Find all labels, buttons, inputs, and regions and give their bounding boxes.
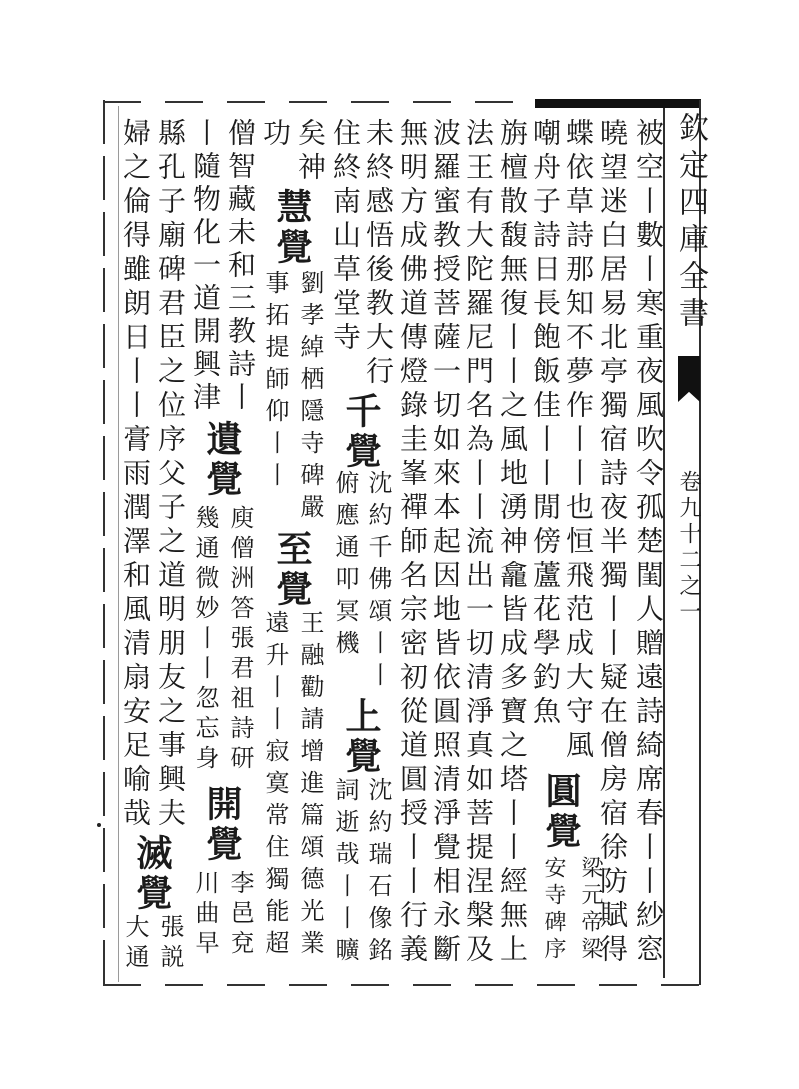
entry-note-left: 事拓提師仰丨丨 — [261, 270, 289, 494]
text-line-11: 矣神 — [294, 118, 327, 186]
entry-note-right: 張説 — [156, 914, 184, 974]
entry-headword: 至覺 — [271, 530, 313, 610]
entry-headword: 圓覺 — [540, 772, 582, 852]
entry-note-right: 沈約千佛頌丨丨 — [364, 470, 392, 694]
text-line-3: 蝶依草詩那知不夢作丨丨也恒飛范成大守風 — [562, 118, 595, 764]
entry-note-right: 王融勸請增進篇頌德光業 — [296, 610, 324, 962]
entry-note-left: 川曲早 — [191, 870, 219, 960]
entry-note-right: 劉孝綽栖隱寺碑嚴 — [296, 270, 324, 526]
entry-headword: 慧覺 — [271, 188, 313, 268]
text-line-13: 僧智藏未和三教詩丨 — [224, 118, 257, 415]
text-line-14: 丨隨物化一道開興津 — [189, 118, 222, 415]
entry-headword: 千覺 — [340, 392, 382, 472]
entry-note-right: 梁元帝梁 — [578, 856, 603, 964]
text-line-8: 無明方成佛道傳燈錄圭峯禪師名宗密初從道圓授丨丨行義 — [396, 118, 429, 968]
text-line-4: 嘲舟子詩日長飽飯佳丨丨閒傍蘆花學釣魚 — [529, 118, 562, 730]
margin-title: 欽定四庫全書 — [673, 112, 708, 334]
entry-note-right: 李邑兗 — [226, 870, 254, 960]
text-line-7: 波羅蜜教授菩薩一切如來本起因地皆依圓照清淨覺相永斷 — [429, 118, 462, 968]
text-line-15: 縣孔子廟碑君臣之位序父子之道明朋友之事興夫 — [154, 118, 187, 832]
entry-headword: 遺覺 — [201, 420, 243, 500]
entry-note-left: 詞逝哉丨丨曠 — [331, 777, 359, 969]
text-line-6: 法王有大陀羅尼門名為丨丨流出一切清淨真如菩提涅槃及 — [462, 118, 495, 968]
margin-volume: 卷九十二之一 — [676, 470, 701, 626]
page-border-left — [103, 100, 105, 986]
entry-note-left: 大通 — [121, 914, 149, 974]
entry-note-left: 幾通微妙丨丨忽忘身 — [191, 505, 219, 775]
text-line-5: 旃檀散馥無復丨丨之風地湧神龕皆成多寶之塔丨丨經無上 — [496, 118, 529, 968]
entry-headword: 滅覺 — [131, 834, 173, 914]
text-line-10: 住終南山草堂寺 — [329, 118, 362, 356]
entry-note-right: 庾僧洲答張君祖詩研 — [226, 505, 254, 775]
text-line-16: 婦之倫得雖朗日丨丨膏雨潤澤和風清扇安足喻哉 — [119, 118, 152, 832]
center-strip — [664, 104, 708, 979]
entry-note-left: 安寺碑序 — [541, 856, 566, 964]
text-line-9: 未終感悟後教大行 — [362, 118, 395, 390]
entry-note-right: 沈約瑞石像銘 — [364, 777, 392, 969]
ink-speck — [97, 823, 101, 827]
page-border-bottom — [103, 984, 701, 986]
text-line-2: 曉望迷白居易北亭獨宿詩夜半獨丨丨疑在僧房宿徐防賦得 — [596, 118, 629, 968]
fishtail-mark — [678, 356, 700, 402]
page-border-top — [103, 101, 535, 103]
entry-note-left: 俯應通叩冥機 — [331, 470, 359, 662]
text-line-12: 功 — [259, 118, 292, 152]
entry-note-left: 遠升丨丨寂寞常住獨能超 — [261, 610, 289, 962]
entry-headword: 上覺 — [340, 697, 382, 777]
text-line-1: 被空丨數丨寒重夜風吹令孤楚閨人贈遠詩綺席春丨丨紗窓 — [632, 118, 665, 968]
entry-headword: 開覺 — [201, 785, 243, 865]
